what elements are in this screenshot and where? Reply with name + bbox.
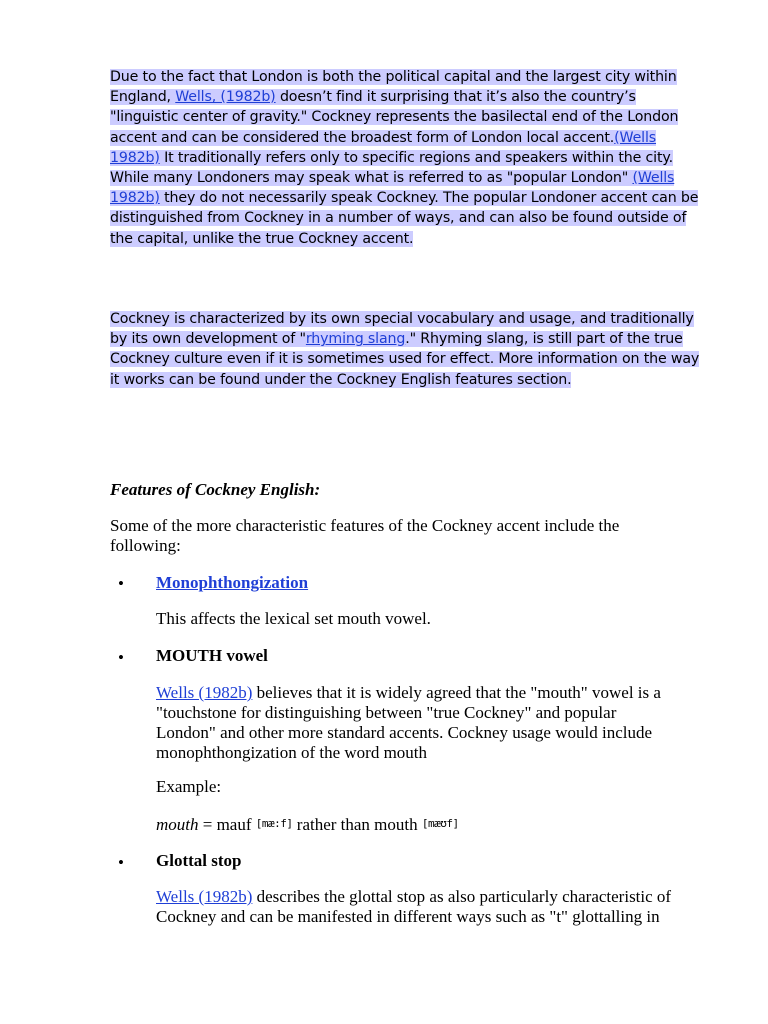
text-line: Cockney is characterized by its own special vocabulary and usage, and traditionally [110,311,694,327]
text-line: describes the glottal stop as also particularly characteristic of [252,887,672,906]
example-line [156,814,716,835]
bullet-marker: • [118,648,124,667]
text-line: distinguished from Cockney in a number of ways, and can also be found outside of [110,210,687,227]
wells-citation-link[interactable]: 1982b) [110,190,160,207]
text-line: doesn’t find it surprising that it’s also the country’s [275,89,636,106]
vocabulary-paragraph [110,309,720,390]
text-line: "touchstone for distinguishing between "true Cockney" and popular [156,703,617,722]
text-line: "linguistic center of gravity." Cockney represents the basilectal end of the London [110,109,679,126]
item-title: MOUTH vowel [156,646,268,665]
text-line: Some of the more characteristic features of the Cockney accent include the [110,516,620,535]
text-line: It traditionally refers only to specific regions and speakers within the city. [159,149,673,166]
text-line: England, [110,89,176,106]
rhyming-slang-link[interactable]: rhyming slang [305,331,406,348]
wells-citation-link[interactable]: (Wells [614,129,657,146]
wells-citation-link[interactable]: (Wells [632,170,675,187]
text-line: Due to the fact that London is both the political capital and the largest city within [110,69,677,85]
text-line: Cockney culture even if it is sometimes used for effect. More information on the way [110,351,700,368]
text-line: Cockney and can be manifested in different ways such as "t" glottalling in [156,907,660,926]
text-line: London" and other more standard accents. Cockney usage would include [156,723,653,742]
text-line: it works can be found under the Cockney English features section. [110,371,572,388]
intro-paragraph [110,67,720,249]
text-line: believes that it is widely agreed that the "mouth" vowel is a [252,683,661,702]
wells-citation-link[interactable]: Wells (1982b) [156,887,253,906]
bullet-marker: • [118,574,124,593]
bullet-marker: • [118,853,124,872]
text-line: ." Rhyming slang, is still part of the true [405,331,683,348]
text-line: accent and can be considered the broadest form of London local accent. [110,129,615,146]
section-heading: Features of Cockney English: [110,480,321,499]
item-body: This affects the lexical set mouth vowel. [156,609,431,628]
text-line: = mauf [198,815,256,834]
monophthongization-link[interactable]: Monophthongization [156,573,309,592]
item-body [156,887,716,927]
item-body [156,683,716,763]
ipa-transcription: [mæ:f] [255,817,293,830]
wells-citation-link[interactable]: Wells (1982b) [156,683,253,702]
example-label: Example: [156,777,222,796]
example-word: mouth [156,815,199,834]
item-title: Glottal stop [156,851,242,870]
text-line: rather than mouth [292,815,422,834]
wells-citation-link[interactable]: Wells, (1982b) [175,89,276,106]
features-intro [110,516,710,556]
text-line: While many Londoners may speak what is referred to as "popular London" [110,170,633,187]
text-line: following: [110,536,181,555]
text-line: they do not necessarily speak Cockney. The popular Londoner accent can be [159,190,699,207]
text-line: monophthongization of the word mouth [156,743,428,762]
text-line: the capital, unlike the true Cockney accent. [110,230,414,247]
text-line: by its own development of " [110,331,306,348]
wells-citation-link[interactable]: 1982b) [110,149,160,166]
ipa-transcription: [mæʊf] [421,817,459,830]
